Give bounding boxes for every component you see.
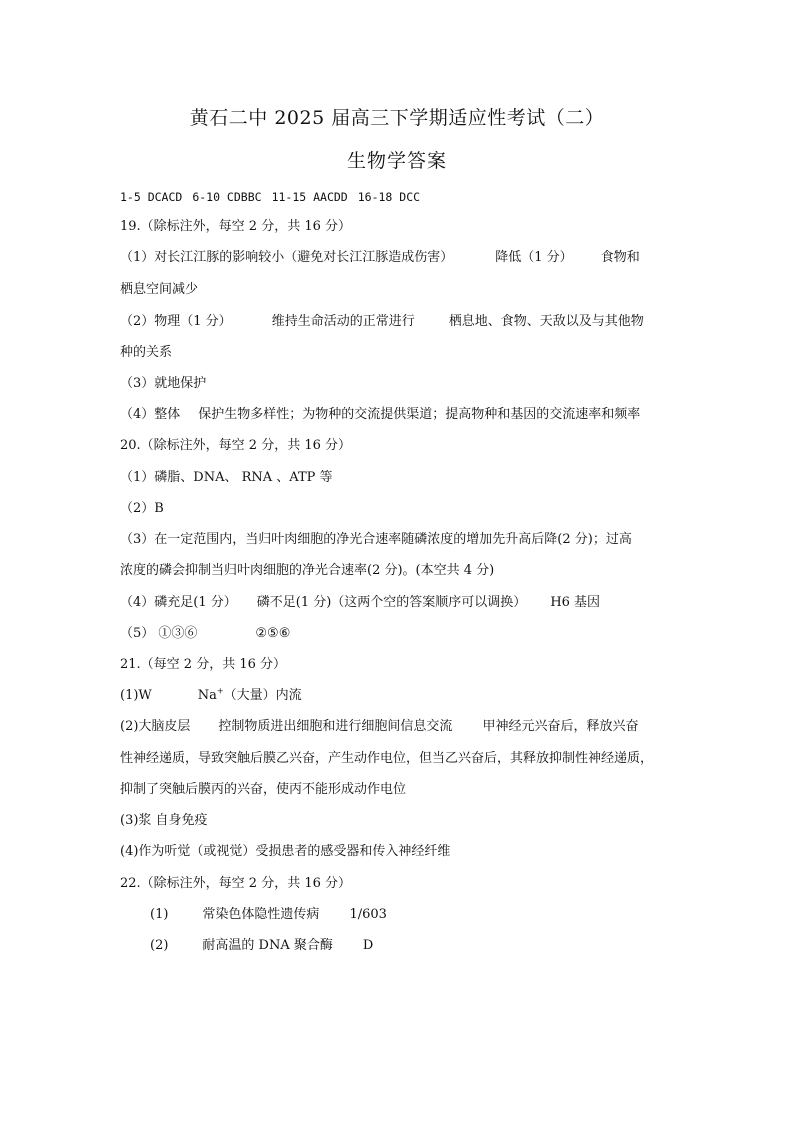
q19-p1-answer-a: （1）对长江江豚的影响较小（避免对长江江豚造成伤害）: [120, 250, 454, 265]
q21-part2-line1: [120, 718, 638, 736]
q21-part4: (4)作为听觉（或视觉）受损患者的感受器和传入神经纤维: [120, 844, 451, 859]
q20-part2: （2）B: [120, 501, 164, 516]
q20-part3-line1: （3）在一定范围内，当归叶肉细胞的净光合速率随磷浓度的增加先升高后降(2 分)；过高: [120, 532, 632, 547]
q21-p1-answer-a: (1)W: [120, 688, 152, 703]
page-subtitle: 生物学答案: [346, 150, 447, 172]
choice-group-4: 16-18 DCC: [357, 190, 421, 204]
q19-p1-answer-b: 降低（1 分）: [495, 250, 573, 265]
q19-part4: [120, 406, 640, 424]
q19-p4-answer-b: 保护生物多样性；为物种的交流提供渠道；提高物种和基因的交流速率和频率: [198, 407, 641, 422]
q21-heading: 21.（每空 2 分，共 16 分）: [120, 657, 287, 672]
q19-p2-answer-c: 栖息地、食物、天敌以及与其他物: [448, 314, 644, 329]
choice-answers: [120, 188, 420, 206]
q20-p4-answer-b: 磷不足(1 分)（这两个空的答案顺序可以调换）: [256, 595, 527, 610]
q19-p2-answer-b: 维持生命活动的正常进行: [271, 314, 415, 329]
q22-p2-number: (2): [150, 938, 169, 953]
q21-p2-answer-b: 控制物质进出细胞和进行细胞间信息交流: [218, 719, 453, 734]
q21-part2-line2: 性神经递质，导致突触后膜乙兴奋，产生动作电位，但当乙兴奋后，其释放抑制性神经递质，: [120, 751, 654, 766]
q19-p1-answer-c: 食物和: [600, 250, 640, 265]
q20-p5-answer-b: ②⑤⑥: [255, 626, 291, 641]
choice-group-3: 11-15 AACDD: [271, 190, 348, 204]
q22-part2: [150, 937, 373, 955]
q19-part1-line2: 栖息空间减少: [120, 282, 199, 297]
q21-p2-answer-a: (2)大脑皮层: [120, 719, 191, 734]
page-title: 黄石二中 2025 届高三下学期适应性考试（二）: [189, 107, 605, 129]
q22-p2-answer-b: D: [362, 938, 374, 953]
q20-heading: 20.（除标注外，每空 2 分，共 16 分）: [120, 438, 352, 453]
q20-part3-line2: 浓度的磷会抑制当归叶肉细胞的净光合速率(2 分)。(本空共 4 分): [120, 563, 495, 578]
q22-part1: [150, 906, 387, 924]
q19-p2-answer-a: （2）物理（1 分）: [120, 314, 232, 329]
q22-p1-answer-a: 常染色体隐性遗传病: [202, 907, 320, 922]
q20-p4-answer-a: （4）磷充足(1 分）: [120, 595, 237, 610]
q20-part1: （1）磷脂、DNA、 RNA 、ATP 等: [120, 470, 333, 485]
q20-part4: [120, 594, 600, 612]
q22-p1-answer-b: 1/603: [349, 907, 387, 922]
q19-part1-line1: [120, 249, 640, 267]
q19-heading: 19.（除标注外，每空 2 分，共 16 分）: [120, 219, 352, 234]
q19-part3: （3）就地保护: [120, 376, 207, 391]
q19-part2-line1: [120, 313, 644, 331]
q22-heading: 22.（除标注外，每空 2 分，共 16 分）: [120, 876, 352, 891]
choice-group-1: 1-5 DCACD: [120, 190, 183, 204]
q19-p4-answer-a: （4）整体: [120, 407, 181, 422]
q20-p4-answer-c: H6 基因: [550, 595, 601, 610]
q21-part3: (3)浆 自身免疫: [120, 813, 208, 828]
q22-p2-answer-a: 耐高温的 DNA 聚合酶: [202, 938, 333, 953]
q21-part2-line3: 抑制了突触后膜丙的兴奋，使丙不能形成动作电位: [120, 782, 407, 797]
q21-part1: [120, 687, 302, 705]
q22-p1-number: (1): [150, 907, 169, 922]
choice-group-2: 6-10 CDBBC: [192, 190, 262, 204]
q21-p2-answer-c: 甲神经元兴奋后，释放兴奋: [482, 719, 639, 734]
q20-p5-answer-a: （5） ①③⑥: [120, 626, 198, 641]
q21-p1-answer-b: Na+（大量）内流: [197, 686, 302, 703]
q20-part5: [120, 625, 290, 643]
q19-part2-line2: 种的关系: [120, 345, 173, 360]
